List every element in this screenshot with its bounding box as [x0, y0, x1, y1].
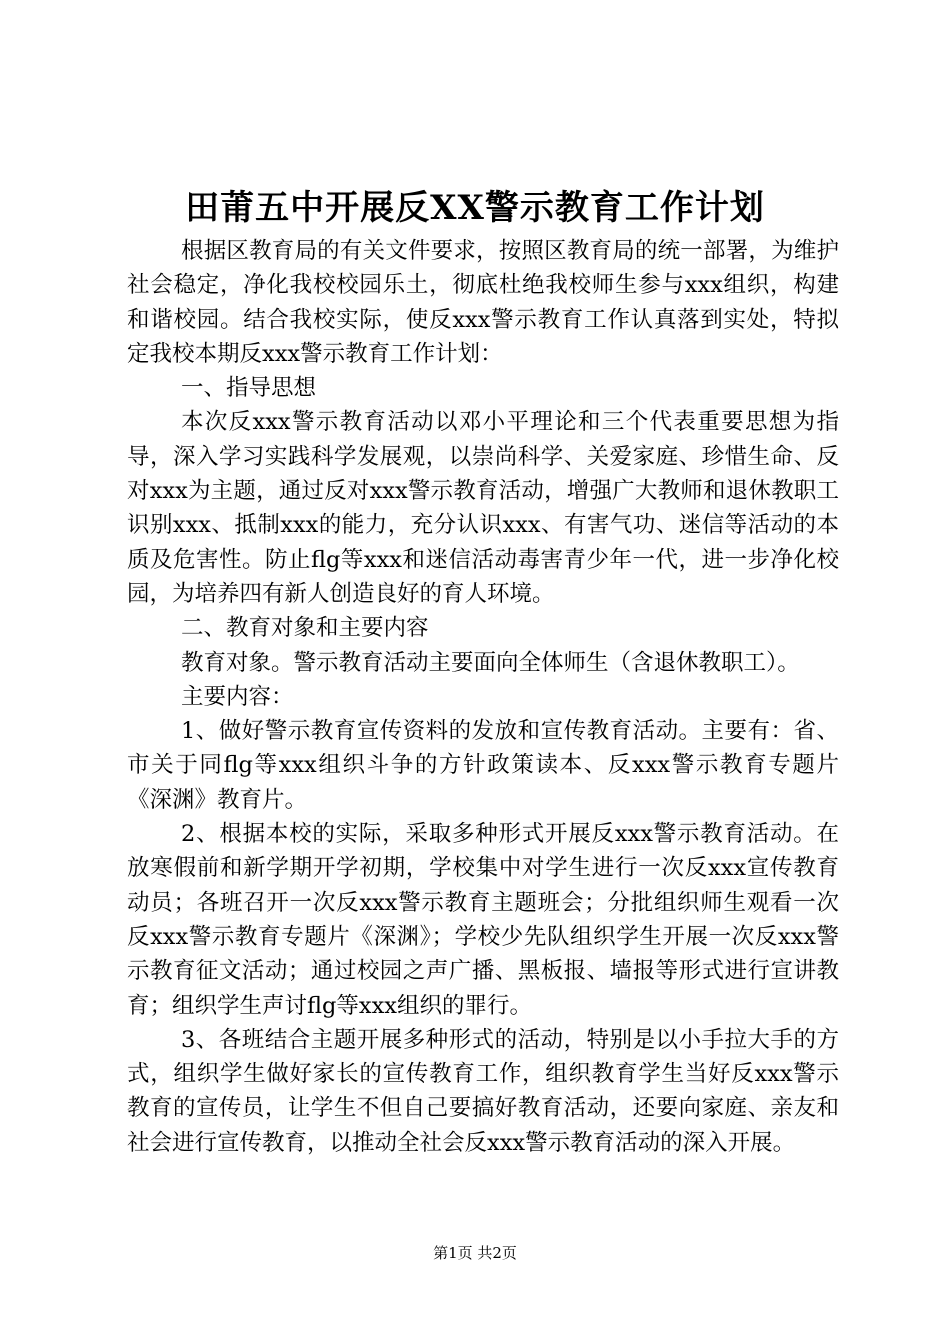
paragraph-item-3: 3、各班结合主题开展多种形式的活动，特别是以小手拉大手的方式，组织学生做好家长的宣传教育工作，组织教育学生当好反xxx警示教育的宣传员，让学生不但自己要搞好教育活动，还要向家庭、亲友和社会进行宣传教育，以推动全社会反xxx警示教育活动的深入开展。 [127, 1026, 839, 1156]
paragraph-item-1: 1、做好警示教育宣传资料的发放和宣传教育活动。主要有：省、市关于同flg等xxx组织斗争的方针政策读本、反xxx警示教育专题片《深渊》教育片。 [127, 718, 839, 813]
document-body [127, 234, 839, 1160]
label-main-content: 主要内容： [181, 683, 294, 710]
document-title: 田莆五中开展反XX警示教育工作计划 [185, 188, 765, 228]
paragraph-guiding-ideology: 本次反xxx警示教育活动以邓小平理论和三个代表重要思想为指导，深入学习实践科学发展观，以崇尚科学、关爱家庭、珍惜生命、反对xxx为主题，通过反对xxx警示教育活动，增强广大教师和退休教职工识别xxx、抵制xxx的能力，充分认识xxx、有害气功、迷信等活动的本质及危害性。防止flg等xxx和迷信活动毒害青少年一代，进一步净化校园，为培养四有新人创造良好的育人环境。 [127, 409, 839, 607]
page-number-footer: 第1页 共2页 [433, 1244, 517, 1262]
paragraph-item-2: 2、根据本校的实际，采取多种形式开展反xxx警示教育活动。在放寒假前和新学期开学初期，学校集中对学生进行一次反xxx宣传教育动员；各班召开一次反xxx警示教育主题班会；分批组织师生观看一次反xxx警示教育专题片《深渊》；学校少先队组织学生开展一次反xxx警示教育征文活动；通过校园之声广播、黑板报、墙报等形式进行宣讲教育；组织学生声讨flg等xxx组织的罪行。 [127, 821, 839, 1019]
paragraph-intro: 根据区教育局的有关文件要求，按照区教育局的统一部署，为维护社会稳定，净化我校校园乐土，彻底杜绝我校师生参与xxx组织，构建和谐校园。结合我校实际，使反xxx警示教育工作认真落到实处，特拟定我校本期反xxx警示教育工作计划： [127, 238, 839, 367]
section-heading-guiding-ideology: 一、指导思想 [181, 375, 317, 402]
paragraph-education-targets: 教育对象。警示教育活动主要面向全体师生（含退休教职工）。 [181, 649, 800, 676]
section-heading-education-targets: 二、教育对象和主要内容 [181, 615, 429, 642]
